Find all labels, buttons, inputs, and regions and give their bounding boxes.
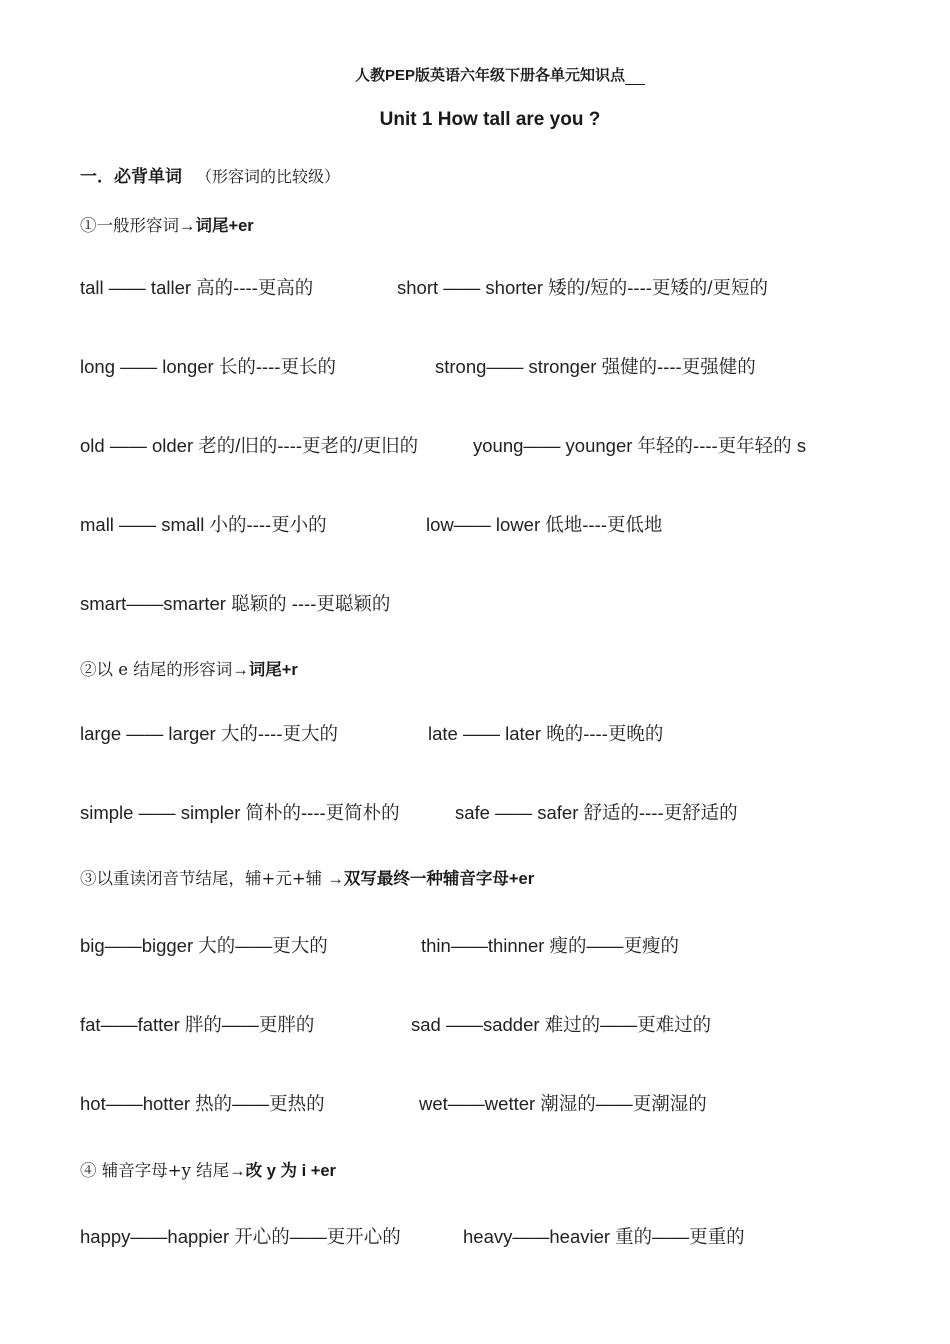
- rule-label: ③以重读闭音节结尾，辅+元+辅: [80, 869, 328, 888]
- rule-2: [80, 656, 298, 680]
- section-note: （形容词的比较级）: [196, 167, 341, 186]
- entry-left: hot——hotter 热的——更热的: [80, 1093, 325, 1114]
- entry-left: mall —— small 小的----更小的: [80, 514, 327, 535]
- entry-left: fat——fatter 胖的——更胖的: [80, 1014, 315, 1035]
- entry-right: late —— later 晚的----更晚的: [428, 723, 664, 744]
- title-underline: [625, 70, 645, 85]
- rule-label: ④ 辅音字母+y 结尾: [80, 1161, 230, 1180]
- rule-1: [80, 212, 254, 236]
- entry-left: simple —— simpler 简朴的----更简朴的: [80, 802, 400, 823]
- entry-right: strong—— stronger 强健的----更强健的: [435, 356, 756, 377]
- section-heading-text: 一．必背单词: [80, 167, 182, 186]
- rule-text: →双写最终一种辅音字母+er: [327, 870, 535, 888]
- entry-right: thin——thinner 瘦的——更瘦的: [421, 935, 680, 956]
- rule-3: [80, 865, 534, 889]
- entry-left: long —— longer 长的----更长的: [80, 356, 336, 377]
- entry-right: sad ——sadder 难过的——更难过的: [411, 1014, 712, 1035]
- entry-left: smart——smarter 聪颖的 ----更聪颖的: [80, 593, 391, 614]
- entry-left: big——bigger 大的——更大的: [80, 935, 328, 956]
- entry-left: happy——happier 开心的——更开心的: [80, 1226, 401, 1247]
- rule-text: →改 y 为 i +er: [229, 1162, 336, 1180]
- document-title-text: 人教PEP版英语六年级下册各单元知识点: [354, 67, 626, 84]
- rule-4: [80, 1157, 336, 1181]
- unit-title: Unit 1 How tall are you ?: [379, 109, 601, 130]
- entry-right: safe —— safer 舒适的----更舒适的: [455, 802, 738, 823]
- entry-left: large —— larger 大的----更大的: [80, 723, 338, 744]
- entry-right: heavy——heavier 重的——更重的: [463, 1226, 745, 1247]
- entry-left: old —— older 老的/旧的----更老的/更旧的: [80, 435, 419, 456]
- rule-text: →词尾+r: [232, 661, 298, 679]
- entry-right: wet——wetter 潮湿的——更潮湿的: [419, 1093, 707, 1114]
- entry-left: tall —— taller 高的----更高的: [80, 277, 314, 298]
- rule-label: ①一般形容词: [80, 216, 179, 235]
- rule-text: →词尾+er: [179, 217, 254, 235]
- document-title: [0, 64, 950, 85]
- entry-right: low—— lower 低地----更低地: [426, 514, 663, 535]
- rule-label: ②以 e 结尾的形容词: [80, 660, 233, 679]
- section-heading: [80, 162, 340, 187]
- entry-right: young—— younger 年轻的----更年轻的 s: [473, 435, 807, 456]
- entry-right: short —— shorter 矮的/短的----更矮的/更短的: [397, 277, 769, 298]
